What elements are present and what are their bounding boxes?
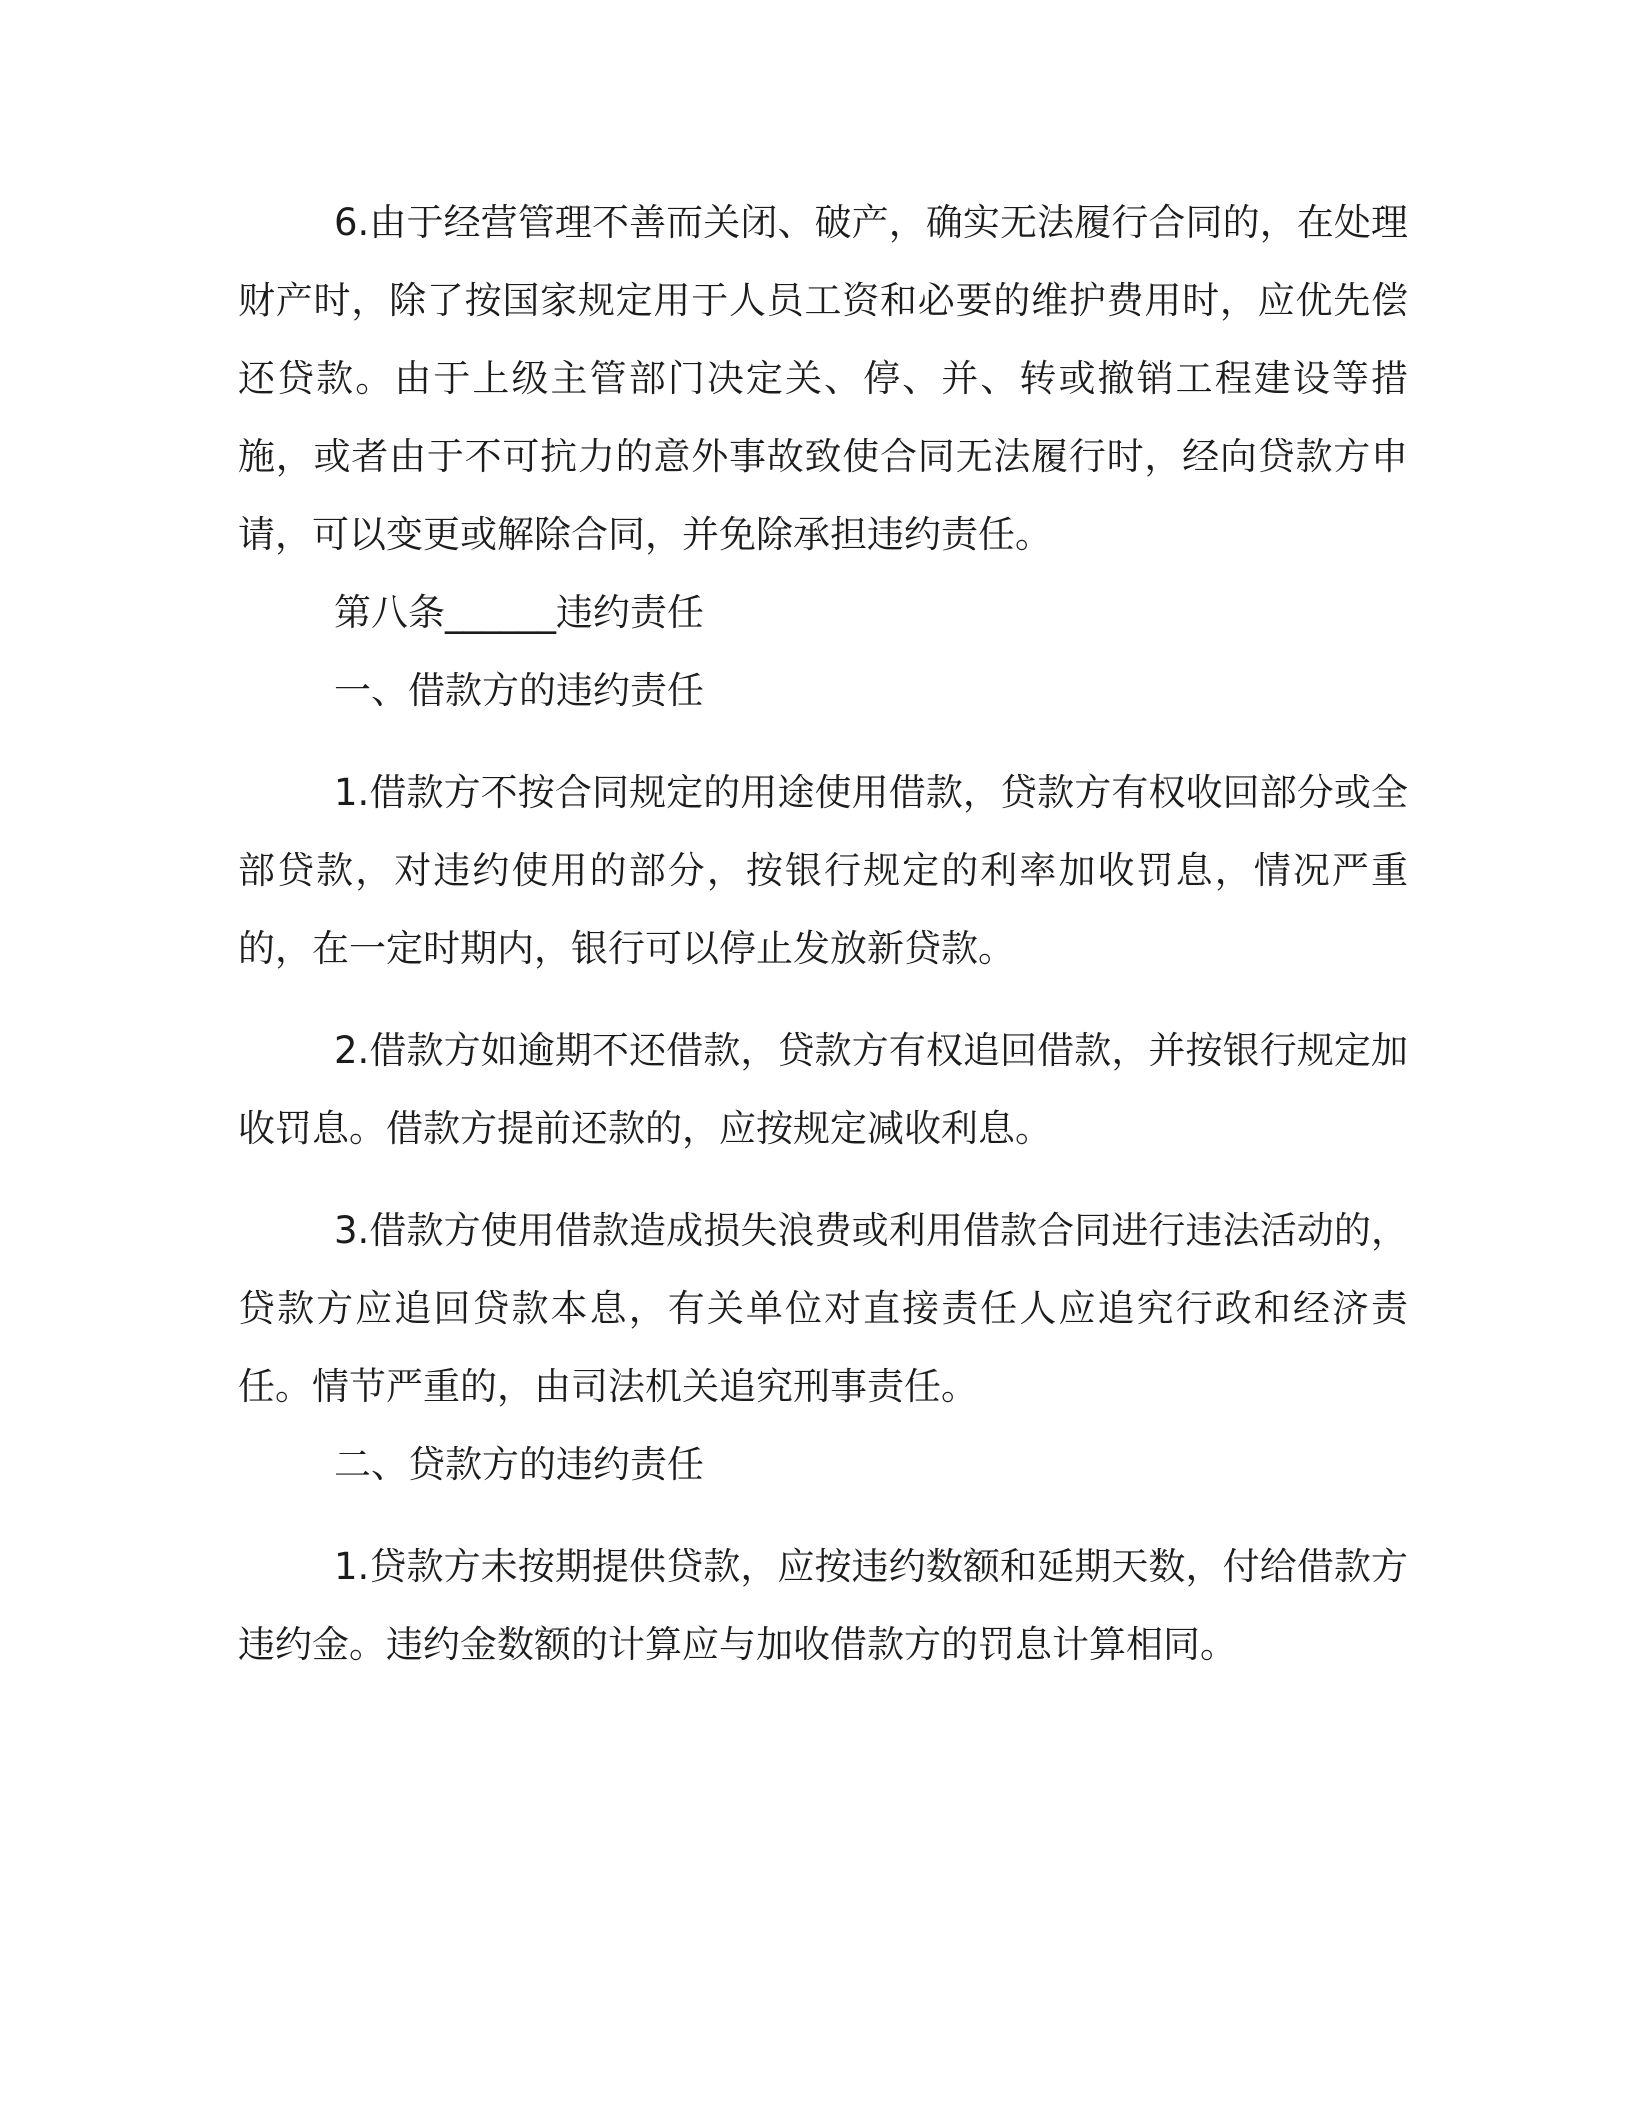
section-2-heading: 二、贷款方的违约责任 [334,1443,704,1486]
document-body [238,184,1408,1684]
lender-liability-item-1: 1.贷款方未按期提供贷款，应按违约数额和延期天数，付给借款方违约金。违约金数额的计算应与加收借款方的罚息计算相同。 [238,1545,1408,1666]
section-1-heading: 一、借款方的违约责任 [334,669,704,712]
borrower-liability-item-3: 3.借款方使用借款造成损失浪费或利用借款合同进行违法活动的，贷款方应追回贷款本息，有关单位对直接责任人应追究行政和经济责任。情节严重的，由司法机关追究刑事责任。 [238,1209,1408,1408]
borrower-liability-item-2: 2.借款方如逾期不还借款，贷款方有权追回借款，并按银行规定加收罚息。借款方提前还款的，应按规定减收利息。 [238,1029,1408,1150]
article-8-heading: 第八条______违约责任 [334,591,704,634]
clause-6-paragraph: 6.由于经营管理不善而关闭、破产，确实无法履行合同的，在处理财产时，除了按国家规定用于人员工资和必要的维护费用时，应优先偿还贷款。由于上级主管部门决定关、停、并、转或撤销工程建设等措施，或者由于不可抗力的意外事故致使合同无法履行时，经向贷款方申请，可以变更或解除合同，并免除承担违约责任。 [238,201,1408,556]
borrower-liability-item-1: 1.借款方不按合同规定的用途使用借款，贷款方有权收回部分或全部贷款，对违约使用的部分，按银行规定的利率加收罚息，情况严重的，在一定时期内，银行可以停止发放新贷款。 [238,771,1408,970]
